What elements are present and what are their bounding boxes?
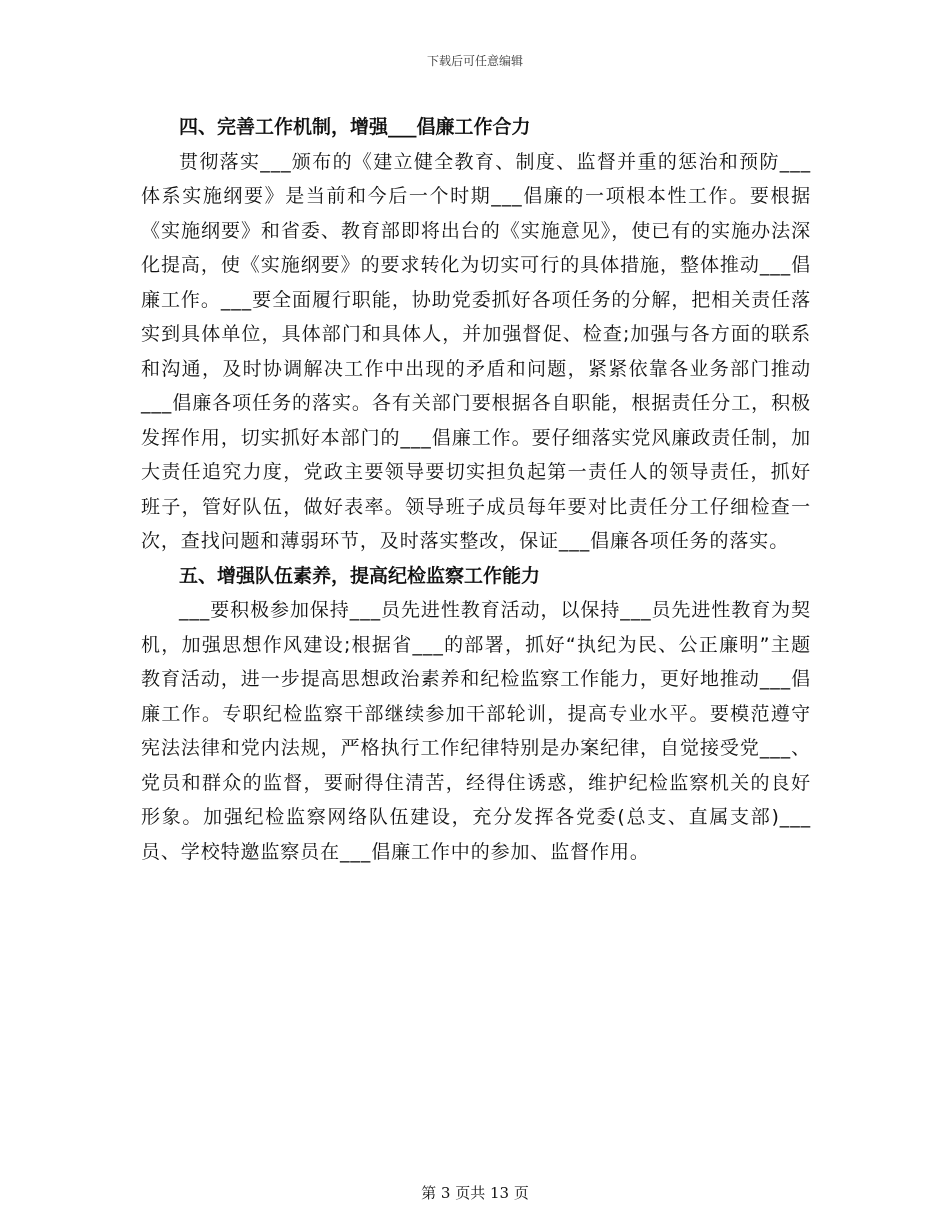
section-paragraph-5: ___要积极参加保持___员先进性教育活动，以保持___员先进性教育为契机，加强思想作风建设;根据省___的部署，抓好“执纪为民、公正廉明”主题教育活动，进一步提高思想政治素养和纪检监察工作能力，更好地推动___倡廉工作。专职纪检监察干部继续参加干部轮训，提高专业水平。要模范遵守宪法法律和党内法规，严格执行工作纪律特别是办案纪律，自觉接受党___、党员和群众的监督，要耐得住清苦，经得住诱惑，维护纪检监察机关的良好形象。加强纪检监察网络队伍建设，充分发挥各党委(总支、直属支部)___员、学校特邀监察员在___倡廉工作中的参加、监督作用。 xyxy=(141,599,811,863)
section-heading-4: 四、完善工作机制，增强___倡廉工作合力 xyxy=(179,116,531,138)
section-paragraph-4: 贯彻落实___颁布的《建立健全教育、制度、监督并重的惩治和预防___体系实施纲要》是当前和今后一个时期___倡廉的一项根本性工作。要根据《实施纲要》和省委、教育部即将出台的《实施意见》，使已有的实施办法深化提高，使《实施纲要》的要求转化为切实可行的具体措施，整体推动___倡廉工作。___要全面履行职能，协助党委抓好各项任务的分解，把相关责任落实到具体单位，具体部门和具体人，并加强督促、检查;加强与各方面的联系和沟通，及时协调解决工作中出现的矛盾和问题，紧紧依靠各业务部门推动___倡廉各项任务的落实。各有关部门要根据各自职能，根据责任分工，积极发挥作用，切实抓好本部门的___倡廉工作。要仔细落实党风廉政责任制，加大责任追究力度，党政主要领导要切实担负起第一责任人的领导责任，抓好班子，管好队伍，做好表率。领导班子成员每年要对比责任分工仔细检查一次，查找问题和薄弱环节，及时落实整改，保证___倡廉各项任务的落实。 xyxy=(141,150,811,552)
page-footer: 第 3 页共 13 页 xyxy=(421,1184,529,1202)
section-heading-5: 五、增强队伍素养，提高纪检监察工作能力 xyxy=(179,564,541,587)
document-body xyxy=(141,110,811,869)
page-header: 下载后可任意编辑 xyxy=(426,54,523,68)
